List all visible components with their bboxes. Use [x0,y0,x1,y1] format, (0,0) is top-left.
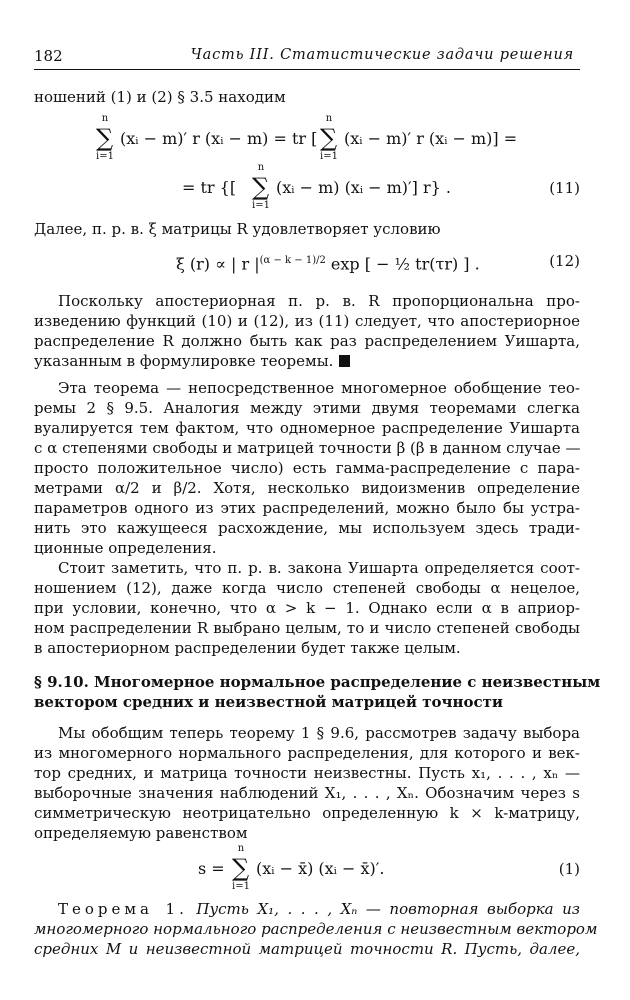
eq1-rhs: (xᵢ − x̄) (xᵢ − x̄)′. [256,859,385,878]
para3-line: при условии, конечно, что α > k − 1. Однако если α в априор- [34,599,580,617]
sum-lower-limit: i=1 [96,151,114,162]
sum-upper-limit: n [237,843,245,854]
eq12-exponent: (α − k − 1)/2 [259,255,326,266]
eq12 [176,250,480,275]
header-rule [34,69,580,70]
page-header [34,47,578,69]
sum-sign: ∑ [96,124,114,152]
sum-lower-limit: i=1 [252,200,270,211]
intro-line: ношений (1) и (2) § 3.5 находим [34,88,286,106]
qed-square-icon [339,355,350,367]
para2-line: ционные определения. [34,539,217,557]
sum-upper-limit: n [257,162,265,173]
para1-line: изведению функций (10) и (12), из (11) следует, что апостериорное [34,312,580,330]
para2-line: параметров одного из этих распределений, можно было бы устра- [34,499,580,517]
para1-line: указанным в формулировке теоремы. [34,351,580,371]
eq11-line1-text: (xᵢ − m)′ r (xᵢ − m) = tr [ [120,129,318,148]
eq12-text: ξ (r) ∝ | r | [176,254,260,274]
eq12-number: (12) [549,252,580,270]
sum-lower-limit: i=1 [232,881,250,892]
running-title: Часть III. Статистические задачи решения [190,47,574,63]
para2-line: метрами α/2 и β/2. Хотя, несколько видоизменив определение [34,479,580,497]
para3-line: ном распределении R выбрано целым, то и число степеней свободы [34,619,580,637]
para2-line: ремы 2 § 9.5. Аналогия между этими двумя теоремами слегка [34,399,580,417]
sum-sign: ∑ [320,124,338,152]
para3-line: Стоит заметить, что п. р. в. закона Уишарта определяется соот- [58,559,580,577]
section-heading: вектором средних и неизвестной матрицей точности [34,693,504,711]
eq11-line2-text: = tr {[ [182,178,237,197]
eq11-number: (11) [549,179,580,197]
section-heading: § 9.10. Многомерное нормальное распределение с неизвестным [34,673,601,691]
theorem-line: многомерного нормального распределения с неизвестным вектором [34,920,598,938]
sum-upper-limit: n [325,113,333,124]
para4-line: определяемую равенством [34,824,248,842]
eq1-lhs: s = [198,859,225,878]
para2-line: просто положительное число) есть гамма-распределение с пара- [34,459,580,477]
para3-line: в апостериорном распределении будет также целым. [34,639,461,657]
para2-line: с α степенями свободы и матрицей точности β (β в данном случае — [34,439,581,457]
sum-upper-limit: n [101,113,109,124]
para4-line: тор средних, и матрица точности неизвестны. Пусть x₁, . . . , xₙ — [34,764,580,782]
density-paragraph: Далее, п. р. в. ξ матрицы R удовлетворяет условию [34,220,441,238]
para3-line: ношением (12), даже когда число степеней свободы α нецелое, [34,579,580,597]
sum-sign: ∑ [232,854,250,882]
para4-line: выборочные значения наблюдений X₁, . . . , Xₙ. Обозначим через s [34,784,580,802]
para4-line: из многомерного нормального распределения, для которого и век- [34,744,580,762]
para2-line: нить это кажущееся расхождение, мы используем здесь тради- [34,519,580,537]
theorem-line: Теорема 1. Пусть X₁, . . . , Xₙ — повторная выборка из [58,900,580,918]
eq12-rest: exp [ − ½ tr(τr) ] . [325,254,480,274]
theorem-line: средних M и неизвестной матрицей точности R. Пусть, далее, [34,940,580,958]
theorem-label: Теорема 1. [58,900,188,918]
sum-sign: ∑ [252,173,270,201]
para1-line: Поскольку апостериорная п. р. в. R пропорциональна про- [58,292,580,310]
para1-line: распределение R должно быть как раз распределением Уишарта, [34,332,580,350]
eq11-line2-rest: (xᵢ − m) (xᵢ − m)′] r} . [276,178,451,197]
eq11-line1-rest: (xᵢ − m)′ r (xᵢ − m)] = [344,129,518,148]
sum-lower-limit: i=1 [320,151,338,162]
para2-line: Эта теорема — непосредственное многомерное обобщение тео- [58,379,580,397]
para4-line: Мы обобщим теперь теорему 1 § 9.6, рассмотрев задачу выбора [58,724,580,742]
page-number: 182 [34,47,63,65]
para4-line: симметрическую неотрицательно определенную k × k-матрицу, [34,804,580,822]
eq1-number: (1) [558,860,580,878]
para2-line: вуалируется тем фактом, что одномерное распределение Уишарта [34,419,580,437]
